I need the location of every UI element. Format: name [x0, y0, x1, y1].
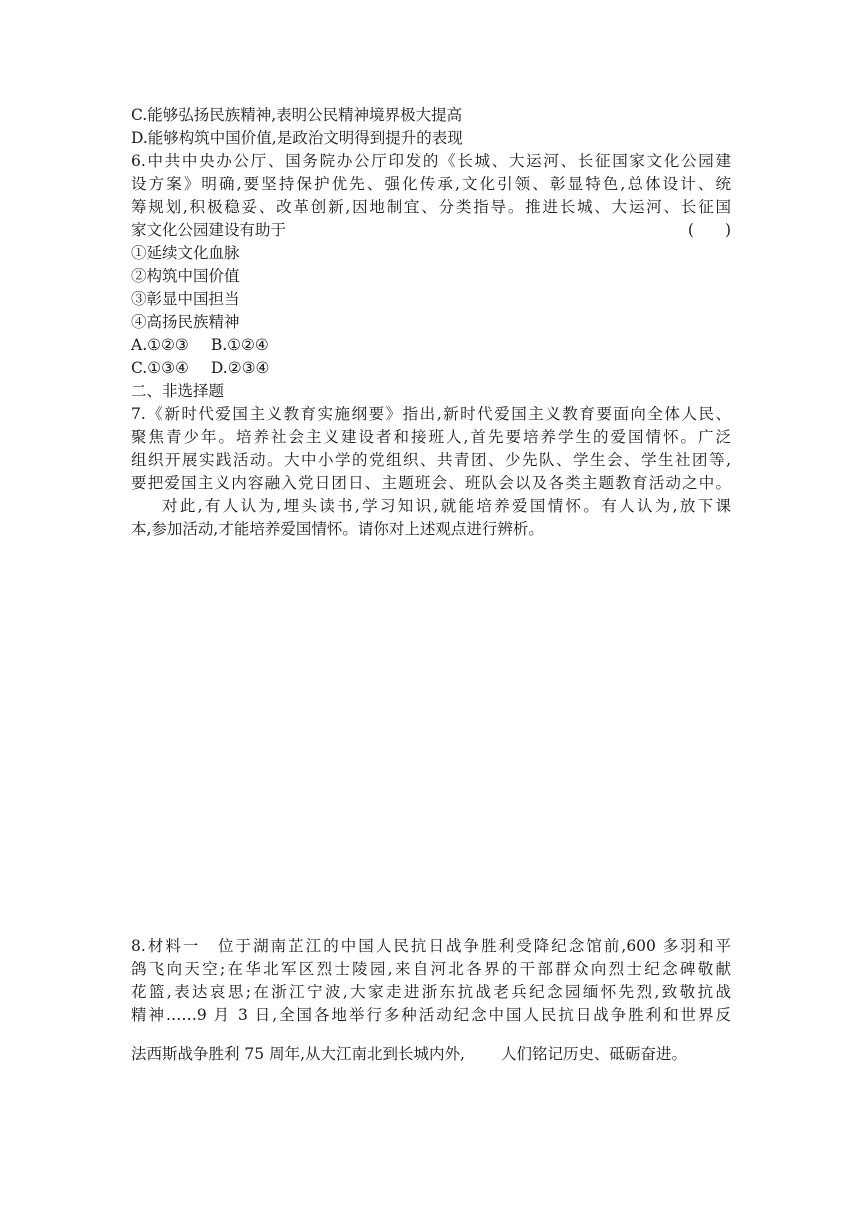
- q6-stem-text: 家文化公园建设有助于: [131, 221, 287, 239]
- q6-stem-line-3: 筹规划,积极稳妥、改革创新,因地制宜、分类指导。推进长城、大运河、长征国: [131, 198, 731, 216]
- q6-option-a: A.①②③: [131, 336, 189, 354]
- q6-options-row-1: [131, 334, 731, 356]
- q8-line-5: [131, 1043, 731, 1065]
- q8-line-5-part-1: 法西斯战争胜利 75 周年,从大江南北到长城内外,: [131, 1045, 465, 1063]
- q7-line-4: 要把爱国主义内容融入党日团日、主题班会、班队会以及各类主题教育活动之中。: [131, 474, 731, 492]
- q6-item-1: ①延续文化血脉: [131, 244, 240, 262]
- q6-option-b: B.①②④: [210, 336, 269, 354]
- q6-stem-line-4: [131, 219, 731, 241]
- q8-line-1: 8.材料一 位于湖南芷江的中国人民抗日战争胜利受降纪念馆前,600 多羽和平: [131, 937, 731, 955]
- q8-line-4: 精神……9 月 3 日,全国各地举行多种活动纪念中国人民抗日战争胜利和世界反: [131, 1006, 731, 1024]
- q7-line-2: 聚焦青少年。培养社会主义建设者和接班人,首先要培养学生的爱国情怀。广泛: [131, 428, 731, 446]
- q6-stem-line-1: 6.中共中央办公厅、国务院办公厅印发的《长城、大运河、长征国家文化公园建: [131, 152, 731, 170]
- q7-line-5: 对此,有人认为,埋头读书,学习知识,就能培养爱国情怀。有人认为,放下课: [162, 497, 731, 515]
- q7-line-6: 本,参加活动,才能培养爱国情怀。请你对上述观点进行辨析。: [131, 520, 544, 538]
- q6-answer-paren: ( ): [687, 221, 731, 239]
- q7-line-1: 7.《新时代爱国主义教育实施纲要》指出,新时代爱国主义教育要面向全体人民、: [131, 405, 731, 423]
- q5-option-d: D.能够构筑中国价值,是政治文明得到提升的表现: [131, 129, 463, 147]
- q5-option-c: C.能够弘扬民族精神,表明公民精神境界极大提高: [131, 106, 463, 124]
- q6-item-2: ②构筑中国价值: [131, 267, 240, 285]
- q6-options-row-2: [131, 357, 731, 379]
- q6-item-3: ③彰显中国担当: [131, 290, 240, 308]
- q8-line-3: 花篮,表达哀思;在浙江宁波,大家走进浙东抗战老兵纪念园缅怀先烈,致敬抗战: [131, 983, 731, 1001]
- q6-item-4: ④高扬民族精神: [131, 313, 240, 331]
- q6-option-d: D.②③④: [210, 359, 270, 377]
- q7-line-3: 组织开展实践活动。大中小学的党组织、共青团、少先队、学生会、学生社团等,: [131, 451, 731, 469]
- q6-option-c: C.①③④: [131, 359, 189, 377]
- q6-stem-line-2: 设方案》明确,要坚持保护优先、强化传承,文化引领、彰显特色,总体设计、统: [131, 175, 731, 193]
- section-heading: 二、非选择题: [131, 382, 225, 400]
- q8-line-5-part-2: 人们铭记历史、砥砺奋进。: [500, 1045, 687, 1063]
- q8-line-2: 鸽飞向天空;在华北军区烈士陵园,来自河北各界的干部群众向烈士纪念碑敬献: [131, 960, 731, 978]
